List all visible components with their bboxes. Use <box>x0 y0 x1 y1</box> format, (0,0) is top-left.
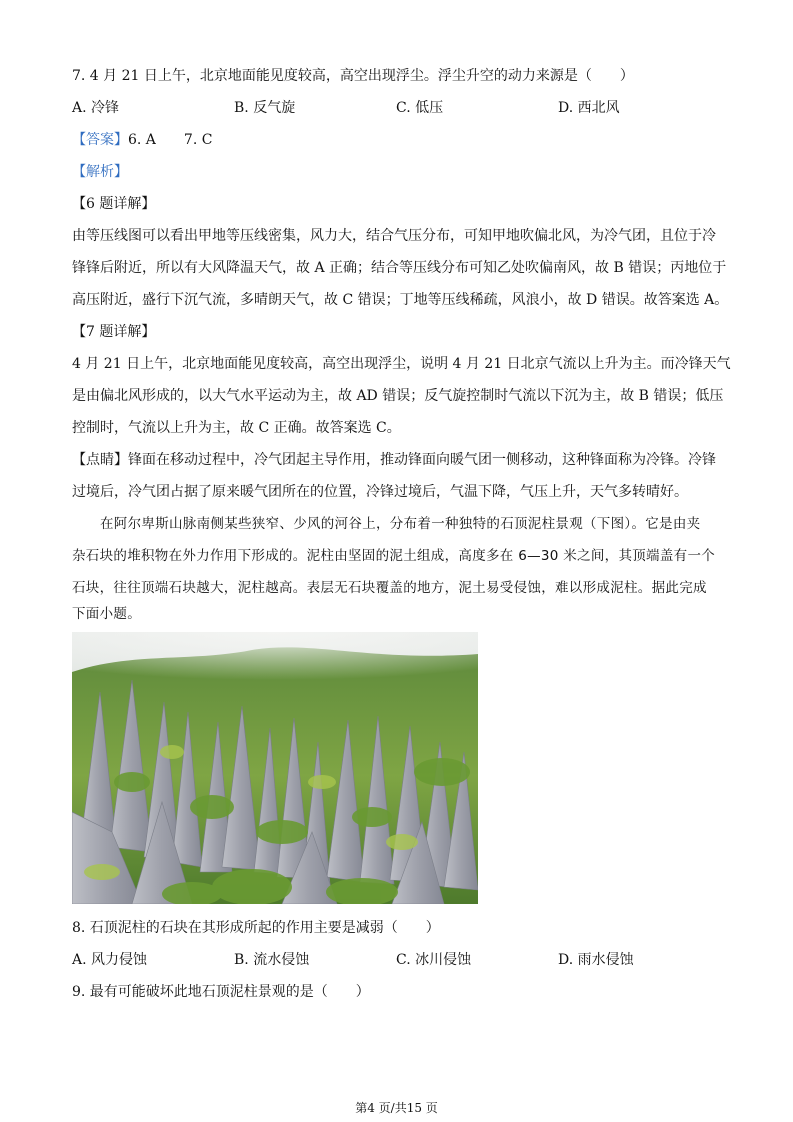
tip-text-1: 锋面在移动过程中，冷气团起主导作用，推动锋面向暖气团一侧移动，这种锋面称为冷锋。冷锋 <box>128 452 716 468</box>
analysis-tag: 【解析】 <box>72 164 128 180</box>
q7-detail-line-2: 是由偏北风形成的，以大气水平运动为主，故 AD 错误；反气旋控制时气流以下沉为主，故 B 错误；低压 <box>72 388 724 404</box>
answer-tag: 【答案】 <box>72 132 128 148</box>
passage-line-4: 下面小题。 <box>72 606 141 622</box>
q8-option-d: D. 雨水侵蚀 <box>558 952 634 968</box>
answer-line <box>72 130 722 150</box>
answer-text: 6. A 7. C <box>128 132 213 148</box>
q7-option-c: C. 低压 <box>396 100 444 116</box>
q8-option-c: C. 冰川侵蚀 <box>396 952 472 968</box>
pinnacles-photo <box>72 632 478 904</box>
q7-detail-line-1: 4 月 21 日上午，北京地面能见度较高，高空出现浮尘，说明 4 月 21 日北京气流以上升为主。而冷锋天气 <box>72 356 731 372</box>
q7-option-d: D. 西北风 <box>558 100 620 116</box>
tip-line-2: 过境后，冷气团占据了原来暖气团所在的位置，冷锋过境后，气温下降，气压上升，天气多转晴好。 <box>72 484 688 500</box>
q6-detail-heading: 【6 题详解】 <box>72 196 156 212</box>
q7-option-a: A. 冷锋 <box>72 100 120 116</box>
q7-detail-heading: 【7 题详解】 <box>72 324 156 340</box>
passage-line-2: 杂石块的堆积物在外力作用下形成的。泥柱由坚固的泥土组成，高度多在 6—30 米之间，其顶端盖有一个 <box>72 548 716 564</box>
page-number: 第4 页/共15 页 <box>355 1101 438 1115</box>
q8-option-b: B. 流水侵蚀 <box>234 952 310 968</box>
q7-stem: 7. 4 月 21 日上午，北京地面能见度较高，高空出现浮尘。浮尘升空的动力来源是（ ） <box>72 68 634 84</box>
passage-line-1: 在阿尔卑斯山脉南侧某些狭窄、少风的河谷上，分布着一种独特的石顶泥柱景观（下图）。它是由夹 <box>100 516 701 532</box>
q7-option-b: B. 反气旋 <box>234 100 296 116</box>
tip-line-1 <box>72 450 722 470</box>
tip-tag: 【点睛】 <box>72 452 128 468</box>
q9-stem: 9. 最有可能破坏此地石顶泥柱景观的是（ ） <box>72 984 370 1000</box>
q8-option-a: A. 风力侵蚀 <box>72 952 148 968</box>
passage-line-3: 石块，往往顶端石块越大，泥柱越高。表层无石块覆盖的地方，泥土易受侵蚀，难以形成泥柱。据此完成 <box>72 580 707 596</box>
q6-detail-line-1: 由等压线图可以看出甲地等压线密集，风力大，结合气压分布，可知甲地吹偏北风，为冷气团，且位于冷 <box>72 228 716 244</box>
q7-detail-line-3: 控制时，气流以上升为主，故 C 正确。故答案选 C。 <box>72 420 401 436</box>
q8-stem: 8. 石顶泥柱的石块在其形成所起的作用主要是减弱（ ） <box>72 920 440 936</box>
q6-detail-line-3: 高压附近，盛行下沉气流，多晴朗天气，故 C 错误；丁地等压线稀疏，风浪小，故 D 错误。故答案选 A。 <box>72 292 729 308</box>
q6-detail-line-2: 锋锋后附近，所以有大风降温天气，故 A 正确；结合等压线分布可知乙处吹偏南风，故 B 错误；丙地位于 <box>72 260 727 276</box>
pinnacles-illustration <box>72 632 478 904</box>
